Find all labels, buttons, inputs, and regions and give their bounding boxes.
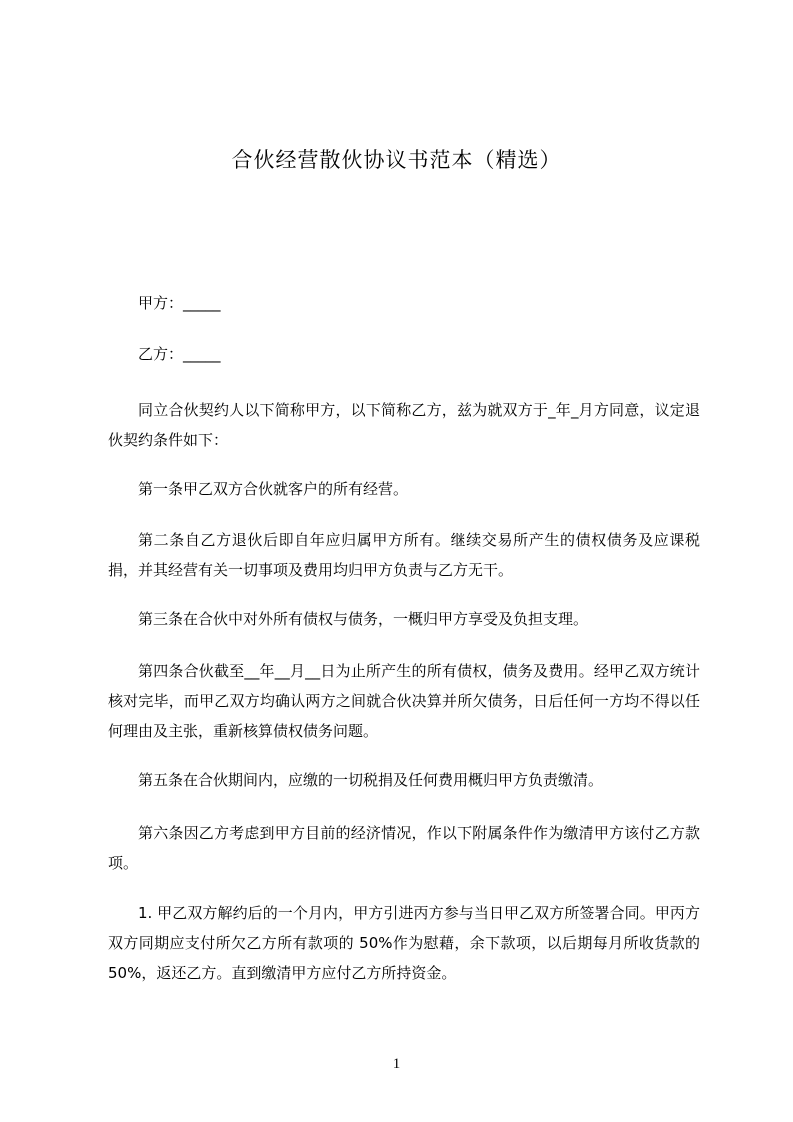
page-number: 1 — [392, 1056, 401, 1072]
party-a-line: 甲方：_____ — [138, 294, 221, 312]
article-2: 第二条自乙方退伙后即自年应归属甲方所有。继续交易所产生的债权债务及应课税捐，并其经营有关一切事项及费用均归甲方负责与乙方无干。 — [108, 531, 700, 579]
article-6-item-1: 1. 甲乙双方解约后的一个月内，甲方引进丙方参与当日甲乙双方所签署合同。甲丙方双方同期应支付所欠乙方所有款项的 50%作为慰藉，余下款项，以后期每月所收货款的 50%，返还乙方。直到缴清甲方应付乙方所持资金。 — [108, 904, 700, 982]
document-title: 合伙经营散伙协议书范本（精选） — [231, 148, 562, 172]
article-6: 第六条因乙方考虑到甲方目前的经济情况，作以下附属条件作为缴清甲方该付乙方款项。 — [108, 824, 700, 872]
article-4: 第四条合伙截至__年__月__日为止所产生的所有债权，债务及费用。经甲乙双方统计核对完毕，而甲乙双方均确认两方之间就合伙决算并所欠债务，日后任何一方均不得以任何理由及主张，重新核算债权债务问题。 — [108, 662, 700, 740]
article-3: 第三条在合伙中对外所有债权与债务，一概归甲方享受及负担支理。 — [138, 610, 589, 628]
article-1: 第一条甲乙双方合伙就客户的所有经营。 — [138, 480, 409, 498]
article-5: 第五条在合伙期间内，应缴的一切税捐及任何费用概归甲方负责缴清。 — [138, 771, 604, 789]
paragraph-intro: 同立合伙契约人以下简称甲方，以下简称乙方，兹为就双方于_年_月方同意，议定退伙契约条件如下： — [108, 401, 700, 449]
party-b-line: 乙方：_____ — [138, 345, 221, 363]
